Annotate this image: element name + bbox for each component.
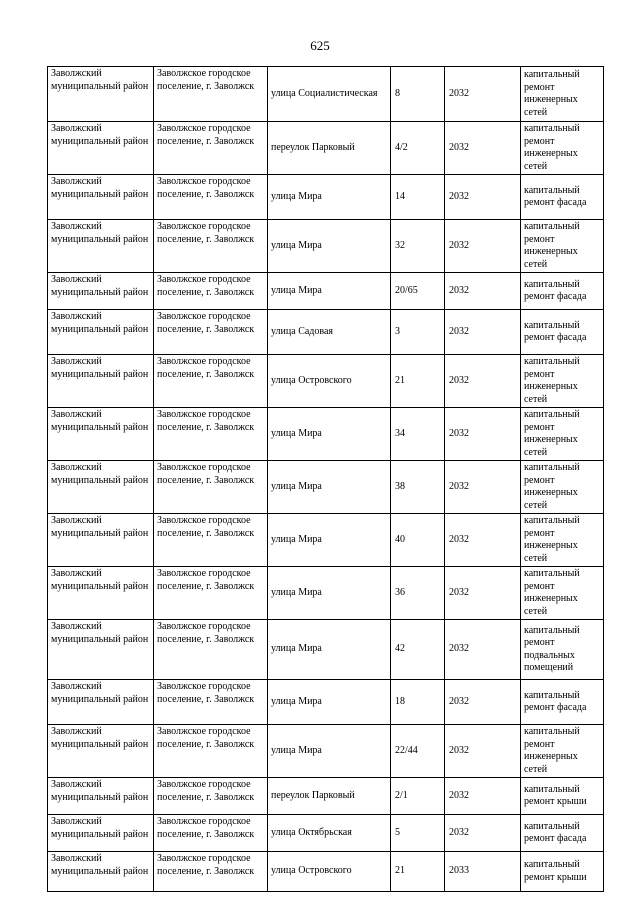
cell-house: 38 <box>391 461 445 514</box>
cell-settlement: Заволжское городское поселение, г. Заволжск <box>154 461 268 514</box>
cell-house: 4/2 <box>391 122 445 175</box>
cell-district: Заволжский муниципальный район <box>48 408 154 461</box>
cell-street: улица Мира <box>268 514 391 567</box>
table-row <box>48 620 604 680</box>
table-row <box>48 67 604 122</box>
cell-work: капитальный ремонт фасада <box>521 815 604 852</box>
cell-work: капитальный ремонт инженерных сетей <box>521 220 604 273</box>
cell-street: улица Мира <box>268 273 391 310</box>
cell-house: 18 <box>391 680 445 725</box>
cell-settlement: Заволжское городское поселение, г. Заволжск <box>154 680 268 725</box>
cell-settlement: Заволжское городское поселение, г. Заволжск <box>154 725 268 778</box>
cell-district: Заволжский муниципальный район <box>48 778 154 815</box>
cell-work: капитальный ремонт фасада <box>521 175 604 220</box>
cell-settlement: Заволжское городское поселение, г. Заволжск <box>154 778 268 815</box>
cell-district: Заволжский муниципальный район <box>48 620 154 680</box>
cell-house: 32 <box>391 220 445 273</box>
cell-settlement: Заволжское городское поселение, г. Заволжск <box>154 355 268 408</box>
cell-house: 36 <box>391 567 445 620</box>
table-row <box>48 514 604 567</box>
table-row <box>48 355 604 408</box>
cell-year: 2032 <box>445 310 521 355</box>
cell-house: 2/1 <box>391 778 445 815</box>
cell-year: 2032 <box>445 408 521 461</box>
cell-year: 2032 <box>445 122 521 175</box>
cell-settlement: Заволжское городское поселение, г. Заволжск <box>154 67 268 122</box>
cell-street: улица Садовая <box>268 310 391 355</box>
table-row <box>48 273 604 310</box>
cell-house: 22/44 <box>391 725 445 778</box>
cell-street: переулок Парковый <box>268 778 391 815</box>
cell-year: 2032 <box>445 620 521 680</box>
cell-work: капитальный ремонт инженерных сетей <box>521 567 604 620</box>
cell-house: 20/65 <box>391 273 445 310</box>
cell-settlement: Заволжское городское поселение, г. Заволжск <box>154 620 268 680</box>
cell-settlement: Заволжское городское поселение, г. Заволжск <box>154 815 268 852</box>
cell-district: Заволжский муниципальный район <box>48 175 154 220</box>
cell-year: 2032 <box>445 680 521 725</box>
table-row <box>48 175 604 220</box>
cell-year: 2032 <box>445 220 521 273</box>
cell-district: Заволжский муниципальный район <box>48 122 154 175</box>
cell-street: улица Мира <box>268 567 391 620</box>
cell-house: 5 <box>391 815 445 852</box>
cell-street: улица Мира <box>268 725 391 778</box>
table-row <box>48 778 604 815</box>
cell-house: 14 <box>391 175 445 220</box>
cell-settlement: Заволжское городское поселение, г. Заволжск <box>154 310 268 355</box>
table-body <box>48 67 604 892</box>
table-row <box>48 725 604 778</box>
cell-street: переулок Парковый <box>268 122 391 175</box>
cell-work: капитальный ремонт крыши <box>521 852 604 892</box>
cell-settlement: Заволжское городское поселение, г. Заволжск <box>154 220 268 273</box>
cell-house: 8 <box>391 67 445 122</box>
cell-street: улица Октябрьская <box>268 815 391 852</box>
cell-district: Заволжский муниципальный район <box>48 725 154 778</box>
cell-street: улица Мира <box>268 408 391 461</box>
cell-house: 21 <box>391 355 445 408</box>
table-row <box>48 815 604 852</box>
table-row <box>48 220 604 273</box>
table-row <box>48 680 604 725</box>
cell-house: 40 <box>391 514 445 567</box>
cell-district: Заволжский муниципальный район <box>48 852 154 892</box>
cell-work: капитальный ремонт подвальных помещений <box>521 620 604 680</box>
cell-work: капитальный ремонт инженерных сетей <box>521 122 604 175</box>
cell-year: 2032 <box>445 567 521 620</box>
cell-street: улица Мира <box>268 620 391 680</box>
cell-settlement: Заволжское городское поселение, г. Заволжск <box>154 408 268 461</box>
table-row <box>48 852 604 892</box>
cell-street: улица Мира <box>268 680 391 725</box>
cell-year: 2032 <box>445 175 521 220</box>
table-row <box>48 461 604 514</box>
cell-settlement: Заволжское городское поселение, г. Заволжск <box>154 567 268 620</box>
cell-settlement: Заволжское городское поселение, г. Заволжск <box>154 514 268 567</box>
cell-house: 21 <box>391 852 445 892</box>
cell-street: улица Социалистическая <box>268 67 391 122</box>
cell-work: капитальный ремонт фасада <box>521 680 604 725</box>
cell-district: Заволжский муниципальный район <box>48 273 154 310</box>
cell-year: 2032 <box>445 514 521 567</box>
cell-work: капитальный ремонт инженерных сетей <box>521 67 604 122</box>
cell-settlement: Заволжское городское поселение, г. Заволжск <box>154 273 268 310</box>
cell-house: 42 <box>391 620 445 680</box>
cell-district: Заволжский муниципальный район <box>48 67 154 122</box>
cell-street: улица Мира <box>268 220 391 273</box>
table-row <box>48 122 604 175</box>
cell-street: улица Мира <box>268 461 391 514</box>
cell-house: 34 <box>391 408 445 461</box>
table-row <box>48 567 604 620</box>
cell-year: 2032 <box>445 355 521 408</box>
table-row <box>48 310 604 355</box>
cell-work: капитальный ремонт инженерных сетей <box>521 408 604 461</box>
cell-work: капитальный ремонт инженерных сетей <box>521 461 604 514</box>
cell-year: 2032 <box>445 725 521 778</box>
cell-district: Заволжский муниципальный район <box>48 567 154 620</box>
cell-house: 3 <box>391 310 445 355</box>
cell-work: капитальный ремонт фасада <box>521 310 604 355</box>
cell-settlement: Заволжское городское поселение, г. Заволжск <box>154 852 268 892</box>
cell-settlement: Заволжское городское поселение, г. Заволжск <box>154 175 268 220</box>
cell-work: капитальный ремонт инженерных сетей <box>521 514 604 567</box>
cell-year: 2032 <box>445 67 521 122</box>
cell-district: Заволжский муниципальный район <box>48 815 154 852</box>
cell-year: 2032 <box>445 461 521 514</box>
cell-year: 2032 <box>445 778 521 815</box>
cell-street: улица Островского <box>268 355 391 408</box>
cell-year: 2032 <box>445 815 521 852</box>
cell-district: Заволжский муниципальный район <box>48 680 154 725</box>
cell-district: Заволжский муниципальный район <box>48 310 154 355</box>
cell-district: Заволжский муниципальный район <box>48 514 154 567</box>
cell-street: улица Мира <box>268 175 391 220</box>
cell-work: капитальный ремонт крыши <box>521 778 604 815</box>
cell-year: 2033 <box>445 852 521 892</box>
cell-district: Заволжский муниципальный район <box>48 461 154 514</box>
table-row <box>48 408 604 461</box>
cell-district: Заволжский муниципальный район <box>48 355 154 408</box>
cell-work: капитальный ремонт инженерных сетей <box>521 355 604 408</box>
cell-street: улица Островского <box>268 852 391 892</box>
repair-schedule-table <box>47 66 604 892</box>
page-number: 625 <box>310 38 330 53</box>
cell-year: 2032 <box>445 273 521 310</box>
cell-work: капитальный ремонт фасада <box>521 273 604 310</box>
cell-district: Заволжский муниципальный район <box>48 220 154 273</box>
cell-work: капитальный ремонт инженерных сетей <box>521 725 604 778</box>
cell-settlement: Заволжское городское поселение, г. Заволжск <box>154 122 268 175</box>
